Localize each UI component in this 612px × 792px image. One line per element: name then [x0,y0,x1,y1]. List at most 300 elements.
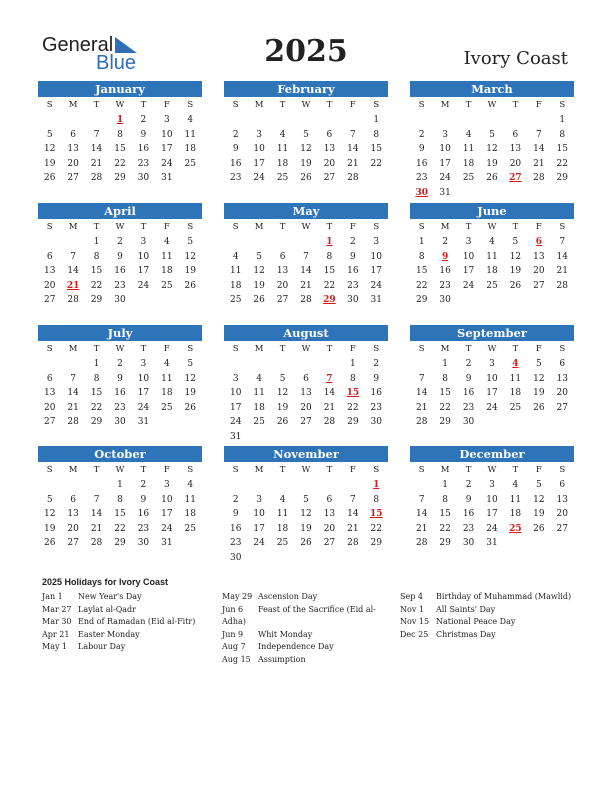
holiday-date: Jun 6 [222,604,244,614]
day-cell: 4 [279,129,286,140]
weekday-label: T [140,222,147,232]
day-cell: 26 [300,173,312,183]
holiday-date: Mar 27 [42,604,72,614]
weekday-label: M [68,344,78,354]
day-cell: 18 [276,158,289,169]
weekday-label: W [487,222,497,232]
day-cell: 4 [256,373,262,384]
day-cell: 4 [187,480,194,490]
day-cell: 2 [140,480,147,490]
empty-day-cell [457,293,480,308]
day-cell: 12 [300,144,312,154]
day-cell: 5 [535,359,542,369]
week-row [224,235,388,250]
weekday-label: T [326,222,333,232]
weekday-label: W [301,100,311,110]
empty-day-cell [38,478,61,493]
weekday-label: T [512,222,519,232]
day-cell: 1 [117,480,123,490]
day-cell: 27 [533,280,545,291]
empty-day-cell [179,536,202,551]
day-cell: 17 [439,158,451,169]
day-cell: 24 [161,158,173,169]
day-cell: 5 [187,359,194,369]
day-cell: 28 [323,417,336,427]
weekday-label: W [301,222,311,232]
day-cell: 20 [276,280,289,291]
week-row [224,357,388,372]
day-cell: 27 [556,402,568,413]
day-cell: 8 [117,494,123,505]
day-cell: 8 [349,373,356,384]
weekday-label: M [254,344,264,354]
day-cell: 17 [370,266,382,276]
day-cell: 23 [137,523,150,534]
day-cell: 2 [465,480,472,490]
day-cell: 30 [462,538,475,548]
weekday-label: F [163,100,170,110]
day-cell: 12 [533,494,545,505]
logo-text-general: General [42,34,114,56]
day-cell: 24 [486,402,498,413]
empty-day-cell [433,113,456,128]
day-cell: 6 [559,359,566,369]
weekday-label: T [326,465,333,475]
day-cell: 9 [349,251,356,262]
day-cell: 30 [347,295,359,305]
day-cell: 18 [462,158,475,169]
empty-day-cell [365,430,388,445]
day-cell: 4 [465,129,472,140]
empty-day-cell [294,478,317,493]
holiday-column-3 [400,591,580,641]
day-cell: 22 [439,402,451,413]
weekday-label: S [46,465,53,475]
weekday-label: T [279,465,286,475]
day-cell: 21 [347,158,359,169]
week-row [224,522,388,537]
calendar-year: 2025 [264,34,348,69]
weekday-label: T [93,465,100,475]
week-row [410,157,574,172]
day-cell: 10 [161,494,173,505]
empty-day-cell [551,186,574,201]
holiday-date: Jan 1 [42,592,63,601]
week-row [38,386,202,401]
month-may [224,203,388,308]
weekday-label: F [163,465,170,475]
country-name: Ivory Coast [463,48,568,69]
holiday-item [222,641,392,654]
weekday-label: T [279,344,286,354]
day-cell: 6 [303,373,309,384]
day-cell: 12 [43,144,56,154]
week-row [410,372,574,387]
day-cell: 17 [253,523,265,534]
week-row [38,142,202,157]
month-december [410,446,574,551]
weekday-label: S [232,222,239,232]
holiday-name: New Year's Day [78,592,142,601]
month-header: March [410,81,574,97]
weekday-label: S [46,344,53,354]
day-cell: 25 [509,402,522,413]
day-cell: 5 [187,237,194,247]
day-cell: 30 [114,417,126,427]
weekday-header-row [410,463,574,478]
day-cell: 11 [161,373,173,384]
day-cell: 14 [415,509,428,519]
holiday-item [222,629,392,642]
day-cell: 28 [90,173,103,183]
day-cell: 19 [509,266,522,276]
weekday-label: F [535,344,542,354]
holidays-title: 2025 Holidays for Ivory Coast [42,577,169,587]
week-row [410,171,574,186]
weekday-label: T [326,344,333,354]
week-row [38,478,202,493]
week-row [224,372,388,387]
holiday-date: May 29 [222,592,253,601]
day-cell: 9 [465,494,472,505]
day-cell: 19 [276,402,289,413]
week-row [410,401,574,416]
day-cell: 6 [70,129,76,140]
holiday-name: End of Ramadan (Eid al-Fitr) [78,617,196,626]
weekday-label: S [187,100,194,110]
day-cell: 11 [229,266,242,276]
day-cell: 28 [415,417,428,427]
day-cell: 9 [232,509,239,519]
day-cell: 16 [137,144,150,154]
day-cell: 21 [347,523,359,534]
day-cell: 24 [161,523,173,534]
holiday-name: Whit Monday [258,629,313,639]
day-cell: 16 [439,266,451,276]
week-row [38,264,202,279]
weekday-label: W [487,344,497,354]
week-row [38,522,202,537]
day-cell: 12 [253,266,265,276]
day-cell: 11 [486,251,498,262]
day-cell: 24 [370,280,382,291]
empty-day-cell [318,478,341,493]
week-row [224,401,388,416]
day-cell: 12 [43,509,56,519]
weekday-label: W [115,465,125,475]
day-cell: 11 [184,129,196,140]
empty-day-cell [527,113,550,128]
day-cell: 20 [67,523,79,534]
day-cell: 9 [117,251,123,262]
holiday-name: Christmas Day [436,629,496,639]
weekday-label: W [115,344,125,354]
day-cell: 15 [556,144,568,154]
weekday-label: T [93,100,100,110]
empty-day-cell [365,551,388,566]
day-cell: 2 [140,115,147,125]
day-cell: 3 [256,494,262,505]
day-cell: 9 [418,144,425,154]
empty-day-cell [61,357,84,372]
day-cell: 19 [184,266,196,276]
week-row [410,128,574,143]
week-row [410,142,574,157]
day-cell: 4 [232,251,239,262]
day-cell: 25 [229,295,242,305]
day-cell: 20 [67,158,79,169]
holiday-date: Dec 25 [400,629,429,639]
day-cell: 26 [486,173,498,183]
day-cell: 9 [373,373,380,384]
day-cell: 26 [533,523,545,534]
empty-day-cell [341,430,364,445]
empty-day-cell [504,293,527,308]
day-cell: 6 [70,494,76,505]
day-cell: 14 [556,251,568,262]
day-cell: 4 [489,237,495,247]
holiday-date: Sep 4 [400,592,423,601]
weekday-label: S [232,344,239,354]
day-cell: 11 [509,373,522,384]
day-cell: 25 [161,280,173,291]
day-cell: 27 [43,295,56,305]
day-cell: 21 [533,158,545,169]
holiday-date: Mar 30 [42,617,72,626]
weekday-label: T [465,465,472,475]
week-row [410,357,574,372]
day-cell: 16 [114,266,126,276]
empty-day-cell [551,415,574,430]
empty-day-cell [155,415,178,430]
week-row [224,293,388,308]
weekday-label: F [535,100,542,110]
holiday-name: Assumption [258,654,306,664]
day-cell: 5 [512,237,519,247]
week-row [410,478,574,493]
weekday-label: S [373,222,380,232]
empty-day-cell [224,357,247,372]
holiday-day-cell: 9 [442,251,449,262]
weekday-label: M [68,465,78,475]
day-cell: 19 [533,388,545,398]
holiday-name: Ascension Day [258,592,318,601]
week-row [38,279,202,294]
day-cell: 4 [163,237,170,247]
weekday-label: T [140,100,147,110]
empty-day-cell [38,113,61,128]
day-cell: 23 [114,402,126,413]
day-cell: 17 [161,144,173,154]
empty-day-cell [179,415,202,430]
day-cell: 12 [300,509,312,519]
day-cell: 30 [114,295,126,305]
day-cell: 23 [114,280,126,291]
day-cell: 1 [442,480,448,490]
day-cell: 31 [439,187,451,198]
holiday-name: Independence Day [258,642,334,651]
holiday-date: Aug 15 [222,654,251,664]
day-cell: 2 [117,237,123,247]
day-cell: 29 [439,417,451,427]
day-cell: 1 [373,115,380,125]
day-cell: 8 [93,251,100,262]
empty-day-cell [410,357,433,372]
empty-day-cell [480,113,503,128]
day-cell: 16 [137,509,150,519]
month-october [38,446,202,551]
empty-day-cell [480,293,503,308]
week-row [224,493,388,508]
weekday-label: S [559,222,566,232]
day-cell: 19 [43,523,56,534]
day-cell: 23 [439,280,451,291]
day-cell: 24 [229,417,242,427]
empty-day-cell [271,551,294,566]
day-cell: 25 [276,538,289,548]
day-cell: 10 [486,494,498,505]
day-cell: 13 [556,494,568,505]
day-cell: 3 [465,237,472,247]
day-cell: 25 [462,173,475,183]
holiday-column-2 [222,591,392,666]
day-cell: 2 [373,359,380,369]
day-cell: 13 [556,373,568,384]
weekday-label: T [279,100,286,110]
day-cell: 21 [556,266,568,276]
day-cell: 30 [370,417,382,427]
month-april [38,203,202,308]
day-cell: 10 [253,509,265,519]
day-cell: 28 [300,295,312,305]
day-cell: 9 [140,494,147,505]
day-cell: 3 [256,129,262,140]
day-cell: 15 [114,509,126,519]
day-cell: 28 [347,538,359,548]
empty-day-cell [527,186,550,201]
month-header: November [224,446,388,462]
holiday-day-cell: 21 [66,280,80,291]
day-cell: 17 [137,266,150,276]
empty-day-cell [410,113,433,128]
empty-day-cell [480,415,503,430]
week-row [38,357,202,372]
holiday-name: National Peace Day [436,617,516,626]
week-row [38,536,202,551]
day-cell: 22 [347,402,359,413]
empty-day-cell [224,113,247,128]
day-cell: 1 [418,237,425,247]
month-header: January [38,81,202,97]
day-cell: 26 [253,295,265,305]
day-cell: 28 [533,173,545,183]
day-cell: 20 [556,509,568,519]
day-cell: 10 [462,251,475,262]
empty-day-cell [247,551,270,566]
day-cell: 30 [137,173,150,183]
day-cell: 8 [373,494,380,505]
empty-day-cell [294,551,317,566]
weekday-label: S [46,222,53,232]
week-row [38,293,202,308]
weekday-label: W [301,344,311,354]
weekday-label: M [440,222,450,232]
empty-day-cell [341,478,364,493]
day-cell: 15 [323,266,336,276]
day-cell: 24 [462,280,475,291]
day-cell: 2 [232,129,239,140]
empty-day-cell [247,357,270,372]
day-cell: 29 [415,295,428,305]
day-cell: 23 [462,523,475,534]
day-cell: 13 [323,509,336,519]
empty-day-cell [224,235,247,250]
month-header: February [224,81,388,97]
empty-day-cell [247,478,270,493]
weekday-header-row [224,220,388,235]
day-cell: 11 [509,494,522,505]
day-cell: 22 [114,158,126,169]
weekday-label: S [418,465,425,475]
weekday-label: M [68,100,78,110]
weekday-label: S [373,344,380,354]
day-cell: 10 [137,373,150,384]
day-cell: 10 [161,129,173,140]
day-cell: 27 [276,295,289,305]
day-cell: 13 [300,388,312,398]
day-cell: 17 [137,388,150,398]
day-cell: 23 [137,158,150,169]
weekday-label: T [326,100,333,110]
day-cell: 25 [184,523,196,534]
day-cell: 19 [486,158,498,169]
day-cell: 20 [300,402,312,413]
day-cell: 6 [46,373,53,384]
weekday-label: T [93,222,100,232]
week-row [224,279,388,294]
empty-day-cell [504,536,527,551]
day-cell: 13 [67,144,79,154]
day-cell: 24 [439,173,451,183]
holiday-item [222,654,392,667]
weekday-label: S [418,344,425,354]
day-cell: 28 [90,538,103,548]
day-cell: 8 [418,251,425,262]
day-cell: 4 [187,115,194,125]
day-cell: 6 [326,129,333,140]
day-cell: 18 [229,280,242,291]
day-cell: 17 [253,158,265,169]
empty-day-cell [341,113,364,128]
day-cell: 18 [276,523,289,534]
week-row [410,507,574,522]
day-cell: 13 [509,144,522,154]
week-row [38,235,202,250]
day-cell: 7 [349,494,356,505]
day-cell: 18 [509,509,522,519]
day-cell: 16 [462,388,475,398]
weekday-label: S [559,344,566,354]
holiday-item [42,616,212,629]
weekday-label: M [440,344,450,354]
day-cell: 2 [117,359,123,369]
day-cell: 18 [184,144,196,154]
holiday-name-continued: Adha) [222,617,246,626]
day-cell: 19 [533,509,545,519]
holiday-day-cell: 25 [509,523,522,534]
holiday-item [400,616,580,629]
holiday-name: Birthday of Muhammad (Mawlid) [436,592,572,601]
